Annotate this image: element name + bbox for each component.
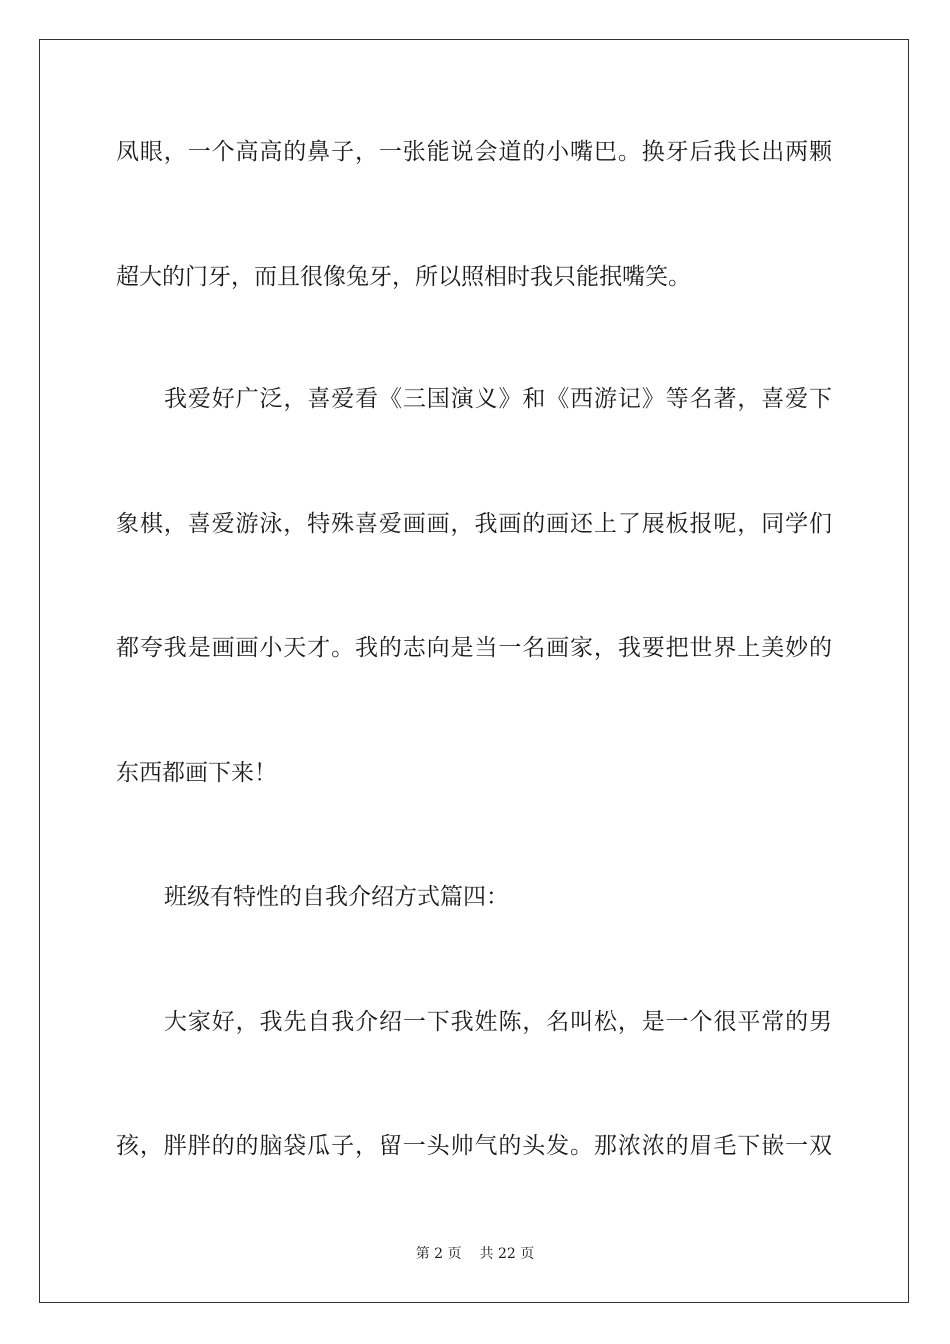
text-line-6: 东西都画下来！: [116, 760, 277, 786]
page-border: [39, 39, 909, 1303]
page-number: 第 2 页: [415, 1246, 462, 1262]
text-line-4: 象棋，喜爱游泳，特殊喜爱画画，我画的画还上了展板报呢，同学们: [116, 511, 832, 537]
text-line-2: 超大的门牙，而且很像兔牙，所以照相时我只能抿嘴笑。: [116, 264, 691, 290]
page-total: 共 22 页: [479, 1246, 535, 1262]
section-heading: 班级有特性的自我介绍方式篇四：: [164, 884, 509, 910]
text-line-1: 凤眼，一个高高的鼻子，一张能说会道的小嘴巴。换牙后我长出两颗: [116, 139, 832, 165]
text-line-3: 我爱好广泛，喜爱看《三国演义》和《西游记》等名著，喜爱下: [164, 386, 832, 412]
page-footer: [0, 1244, 950, 1264]
text-line-9: 孩，胖胖的的脑袋瓜子，留一头帅气的头发。那浓浓的眉毛下嵌一双: [116, 1133, 832, 1159]
text-line-5: 都夸我是画画小天才。我的志向是当一名画家，我要把世界上美妙的: [116, 635, 832, 661]
text-line-8: 大家好，我先自我介绍一下我姓陈，名叫松，是一个很平常的男: [164, 1009, 832, 1035]
